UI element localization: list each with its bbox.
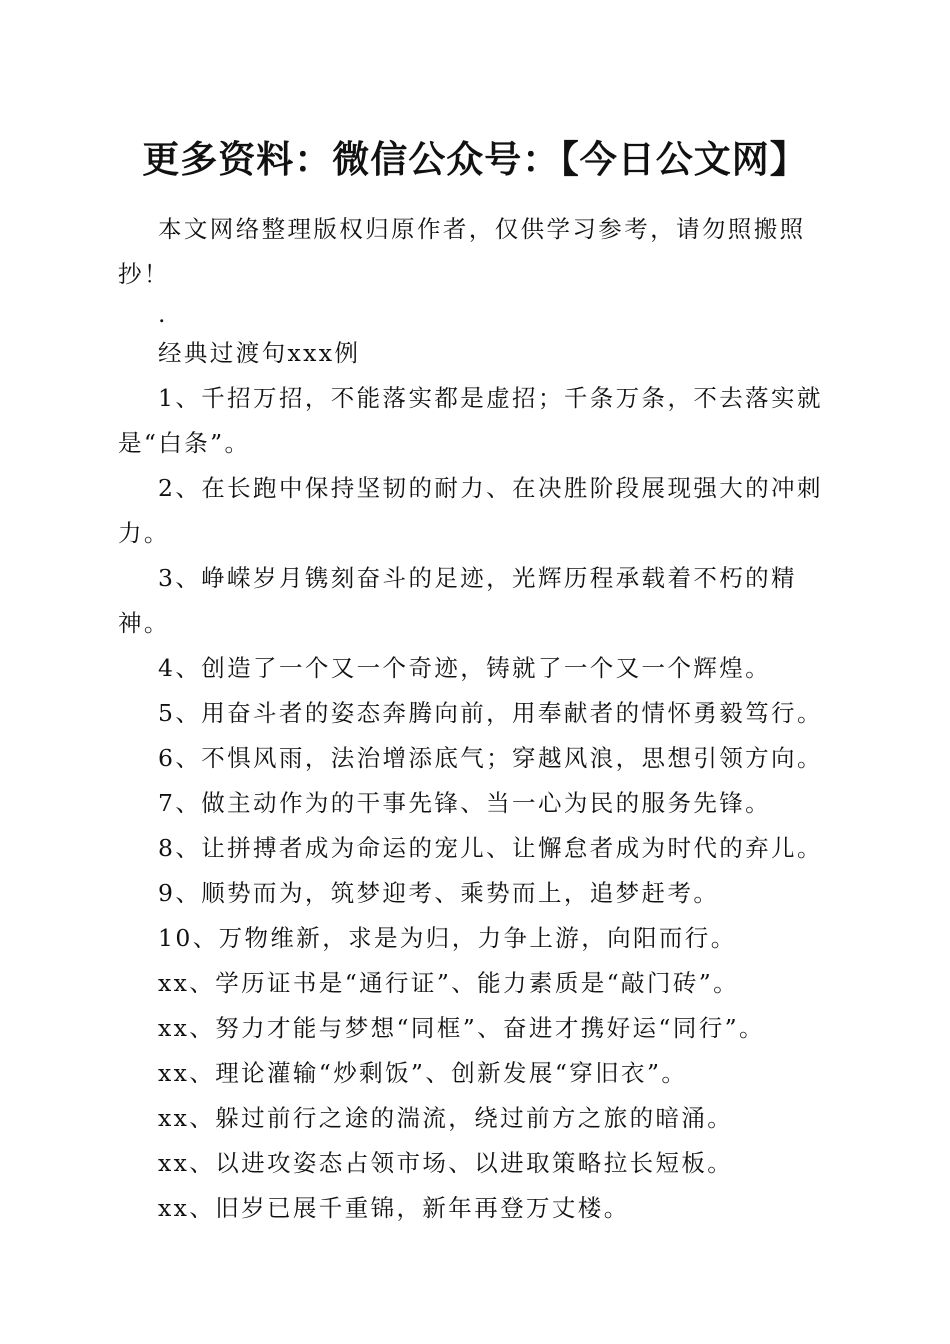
list-item: 8、让拼搏者成为命运的宠儿、让懈怠者成为时代的弃儿。 [158, 834, 823, 862]
stray-mark: . [158, 300, 166, 328]
section-heading: 经典过渡句xxx例 [158, 339, 361, 367]
item-list [118, 376, 832, 1231]
list-item: xx、理论灌输“炒剩饭”、创新发展“穿旧衣”。 [158, 1059, 688, 1087]
page-title: 更多资料：微信公众号：【今日公文网】 [142, 137, 808, 181]
list-item: xx、旧岁已展千重锦，新年再登万丈楼。 [158, 1194, 630, 1222]
document-body [118, 207, 832, 1231]
list-item: 5、用奋斗者的姿态奔腾向前，用奉献者的情怀勇毅笃行。 [158, 699, 823, 727]
list-item: 1、千招万招，不能落实都是虚招；千条万条，不去落实就是“白条”。 [118, 384, 823, 457]
list-item: xx、学历证书是“通行证”、能力素质是“敲门砖”。 [158, 969, 740, 997]
list-item: 10、万物维新，求是为归，力争上游，向阳而行。 [158, 924, 737, 952]
list-item: 9、顺势而为，筑梦迎考、乘势而上，追梦赶考。 [158, 879, 720, 907]
list-item: 2、在长跑中保持坚韧的耐力、在决胜阶段展现强大的冲刺力。 [118, 474, 823, 547]
list-item: 7、做主动作为的干事先锋、当一心为民的服务先锋。 [158, 789, 772, 817]
list-item: 4、创造了一个又一个奇迹，铸就了一个又一个辉煌。 [158, 654, 772, 682]
list-item: 3、峥嵘岁月镌刻奋斗的足迹，光辉历程承载着不朽的精神。 [118, 564, 797, 637]
list-item: 6、不惧风雨，法治增添底气；穿越风浪，思想引领方向。 [158, 744, 823, 772]
copyright-notice: 本文网络整理版权归原作者，仅供学习参考，请勿照搬照抄！ [118, 215, 806, 288]
list-item: xx、努力才能与梦想“同框”、奋进才携好运“同行”。 [158, 1014, 765, 1042]
list-item: xx、躲过前行之途的湍流，绕过前方之旅的暗涌。 [158, 1104, 734, 1132]
list-item: xx、以进攻姿态占领市场、以进取策略拉长短板。 [158, 1149, 734, 1177]
